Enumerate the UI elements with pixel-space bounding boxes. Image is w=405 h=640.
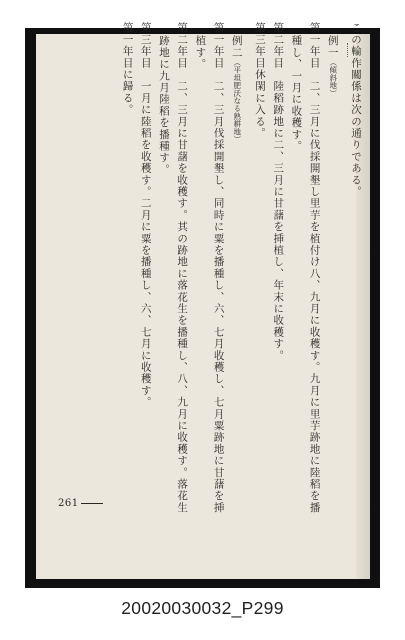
text-line: 第三年目 一月に陸稻を收穫す。二月に粟を播種し、六、七月に收穫す。: [139, 22, 152, 409]
example-heading-1: [324, 35, 342, 462]
example-label: 例一: [326, 35, 339, 59]
example-heading-2: [228, 35, 246, 462]
text-line: 種し、一月に收穫す。: [290, 35, 303, 152]
page-number: [58, 498, 103, 509]
page-number-dash: [81, 503, 103, 504]
page-number-value: 261: [58, 498, 79, 509]
example-label: 例二: [230, 35, 243, 59]
text-line: 第一年目に歸る。: [121, 22, 134, 116]
text-line: 第一年目 二、三月に伐採開墾し里芋を植付け八、九月に收穫す。九月に里芋跡地に陸稻を播: [308, 22, 321, 514]
example-note: （平坦肥沃なる熟耕地）: [232, 58, 242, 144]
text-line: 跡地に九月陸稻を播種す。: [157, 35, 170, 176]
text-line: 植す。: [194, 35, 207, 71]
vertical-text-block: [118, 22, 365, 514]
text-line: 第二年目 陸稻跡地に二、三月に甘藷を挿植し、年末に收穫す。: [272, 22, 285, 362]
text-line: 第三年目休閑に入る。: [253, 22, 266, 139]
example-note: （傾斜地）: [328, 58, 338, 97]
text-line: 第二年目 二、三月に甘藷を收穫す。其の跡地に落花生を播種し、八、九月に收穫す。落花生: [176, 22, 189, 514]
scan-identifier: 20020030032_P299: [121, 598, 284, 618]
intro-line: この輪作關係は次の通りである。: [350, 22, 362, 198]
text-line: 第一年目 二、三月伐採開墾し、同時に粟を播種し、六、七月收穫し、七月粟跡地に甘藷を挿: [212, 22, 225, 514]
